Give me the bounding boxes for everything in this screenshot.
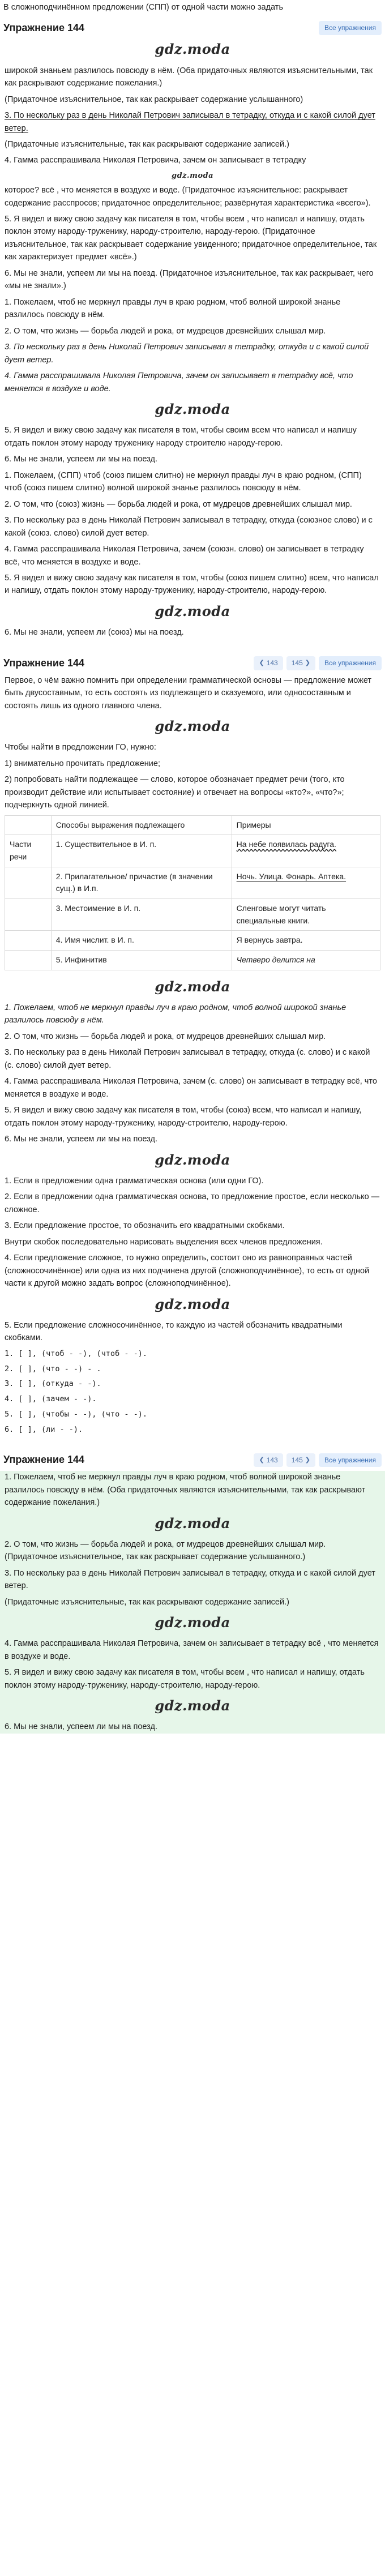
text-line: которое? всё , что меняется в воздухе и воде. (Придаточное изъяснительное: раскрывает содержание расспросов; придаточное определительное; развёрнутая характеристика «всего»). <box>5 186 371 208</box>
all-exercises-button[interactable]: Все упражнения <box>319 1453 382 1467</box>
text-line: 2. О том, что жизнь — борьба людей и рока, от мудрецов древнейших слышал мир. (Придаточное изъяснительное, так как раскрывает содержание услышанного.) <box>5 1539 326 1562</box>
text-line: 6. Мы не знали, успеем ли мы на поезд. <box>5 1722 157 1732</box>
prev-exercise-button[interactable] <box>254 656 283 670</box>
table-cell <box>5 931 52 951</box>
watermark: gdz.moda <box>155 1295 230 1312</box>
table-cell <box>5 951 52 970</box>
chevron-left-icon: ❮ <box>259 1456 264 1464</box>
text-line: 3. По нескольку раз в день Николай Петрович записывал в тетрадку, откуда и с какой силой дует ветер. <box>5 1568 375 1591</box>
text-line: 4. Гамма расспрашивала Николая Петровича, зачем (союзн. слово) он записывает в тетрадку всё, что меняется в воздухе и воде. <box>5 545 364 567</box>
table-header-row <box>5 815 380 835</box>
text-line: 4. Если предложение сложное, то нужно определить, состоит оно из равноправных частей (сложносочинённое) или одна из них подчинена другой (сложноподчинённое), то есть от одной части к другой можно задать вопрос (сложноподчинённое). <box>5 1253 370 1289</box>
table-row <box>5 931 380 951</box>
table-cell: На небе появилась радуга. <box>232 835 380 867</box>
table-cell <box>5 898 52 930</box>
table-cell: 4. Имя числит. в И. п. <box>51 931 232 951</box>
text-line: 2. О том, что жизнь — борьба людей и рока, от мудрецов древнейших слышал мир. <box>5 326 326 336</box>
text-line: 1) внимательно прочитать предложение; <box>5 759 160 768</box>
exercise-title: Упражнение 144 <box>3 657 85 669</box>
exercise-title: Упражнение 144 <box>3 1454 85 1466</box>
table-cell: Четверо делится на <box>232 951 380 970</box>
solution-section-1 <box>0 0 385 653</box>
watermark: gdz.moda <box>155 401 230 418</box>
scheme-line: 3. [ ], (откуда - -). <box>5 1379 101 1389</box>
table-row <box>5 951 380 970</box>
table-cell: Я вернусь завтра. <box>232 931 380 951</box>
scheme-line: 6. [ ], (ли - -). <box>5 1425 83 1435</box>
table-cell: 5. Инфинитив <box>51 951 232 970</box>
prev-exercise-label: 143 <box>266 1456 278 1464</box>
text-line: 2. О том, что жизнь — борьба людей и рока, от мудрецов древнейших слышал мир. <box>5 1032 326 1041</box>
text-line: 5. Я видел и вижу свою задачу как писателя в том, чтобы (союз пишем слитно) всем, что написал и напишу, отдать поклон этому народу-труженику, народу-строителю, народу-герою. <box>5 573 379 596</box>
exercise-header <box>0 17 385 38</box>
text-line: 6. Мы не знали, успеем ли (союз) мы на поезд. <box>5 628 184 637</box>
table-cell: Части речи <box>5 835 52 867</box>
subject-table <box>5 815 380 970</box>
next-exercise-label: 145 <box>291 659 303 667</box>
solution-body <box>0 674 385 1436</box>
text-line: 5. Я видел и вижу свою задачу как писателя в том, чтобы своим всем что написал и напишу отдать поклон этому народу труженику народу строителю народу-герою. <box>5 426 357 448</box>
text-line: 6. Мы не знали, успеем ли мы на поезд. <box>5 1135 157 1144</box>
text-line: 2. Если в предложении одна грамматическая основа, то предложение простое, если несколько — сложное. <box>5 1192 380 1214</box>
text-line: 5. Я видел и вижу свою задачу как писателя в том, чтобы всем , что написал и напишу, отдать поклон этому народу-труженику, народу-строителю, народу-герою. (Придаточное изъяснительное, так как раскрывает содержание увиденного; придаточное определительное, так как характеризует предмет «всё».) <box>5 215 377 262</box>
next-exercise-label: 145 <box>291 1456 303 1464</box>
all-exercises-button[interactable]: Все упражнения <box>319 21 382 35</box>
table-header-cell: Примеры <box>232 815 380 835</box>
text-line: 2) попробовать найти подлежащее — слово, которое обозначает предмет речи (того, кто производит действие или испытывает состояние) и отвечает на вопросы «кто?», «что?»; подчеркнуть одной линией. <box>5 775 345 810</box>
exercise-title: Упражнение 144 <box>3 22 85 33</box>
table-cell <box>5 867 52 898</box>
solution-body <box>0 38 385 639</box>
text-line: 1. Пожелаем, чтоб не меркнул правды луч в краю родном, чтоб волной широкой знанье разлилось повсюду в нём. <box>5 1003 346 1025</box>
prev-exercise-button[interactable] <box>254 1453 283 1467</box>
chevron-right-icon: ❯ <box>305 660 310 667</box>
next-exercise-button[interactable] <box>286 1453 315 1467</box>
text-line: Внутри скобок последовательно нарисовать выделения всех членов предложения. <box>5 1237 323 1247</box>
watermark: gdz.moda <box>155 1697 230 1714</box>
text-line: Чтобы найти в предложении ГО, нужно: <box>5 743 156 752</box>
text-line: 5. Я видел и вижу свою задачу как писателя в том, чтобы всем , что написал и напишу, отдать поклон этому народу-труженику, народу-строителю, народу-герою. <box>5 1668 365 1690</box>
watermark: gdz.moda <box>155 1514 230 1531</box>
exercise-header <box>0 653 385 674</box>
text-line: 4. Гамма расспрашивала Николая Петровича, зачем он записывает в тетрадку всё , что меняется в воздухе и воде. <box>5 1639 379 1661</box>
text-line: 1. Если в предложении одна грамматическая основа (или одни ГО). <box>5 1176 264 1186</box>
text-line: 3. По нескольку раз в день Николай Петрович записывал в тетрадку, откуда и с какой силой дует ветер. <box>5 343 369 365</box>
solution-body <box>0 1471 385 1734</box>
watermark: gdz.moda <box>155 717 230 734</box>
watermark: gdz.moda <box>155 1614 230 1631</box>
text-line: 3. По нескольку раз в день Николай Петрович записывал в тетрадку, откуда (с. слово) и с какой (с. слово) силой дует ветер. <box>5 1048 370 1070</box>
text-line: 4. Гамма расспрашивала Николая Петровича, зачем он записывает в тетрадку всё, что меняется в воздухе и воде. <box>5 371 353 393</box>
table-cell: Ночь. Улица. Фонарь. Аптека. <box>232 867 380 898</box>
watermark: gdz.moda <box>155 41 230 58</box>
scheme-line: 2. [ ], (что - -) - . <box>5 1364 101 1373</box>
watermark: gdz.moda <box>155 978 230 995</box>
watermark: gdz.moda <box>155 1151 230 1168</box>
exercise-header <box>0 1449 385 1471</box>
table-row <box>5 867 380 898</box>
table-row <box>5 835 380 867</box>
chevron-left-icon: ❮ <box>259 660 264 667</box>
text-line: 1. Пожелаем, чтоб не меркнул правды луч в краю родном, чтоб волной широкой знанье разлилось повсюду в нём. <box>5 297 341 320</box>
text-line: (Придаточное изъяснительное, так как раскрывает содержание услышанного) <box>5 95 303 104</box>
chevron-right-icon: ❯ <box>305 1456 310 1464</box>
all-exercises-button[interactable]: Все упражнения <box>319 656 382 670</box>
pagination <box>254 656 382 670</box>
intro-line: В сложноподчинённом предложении (СПП) от одной части можно задать <box>3 3 283 12</box>
solution-section-2 <box>0 653 385 1450</box>
table-cell: 1. Существительное в И. п. <box>51 835 232 867</box>
text-line: 5. Я видел и вижу свою задачу как писателя в том, чтобы (союз) всем, что написал и напишу, отдать поклон этому народу-труженику, народу-строителю, народу-герою. <box>5 1106 362 1128</box>
table-cell: 2. Прилагательное/ причастие (в значении сущ.) в И.п. <box>51 867 232 898</box>
text-line: 4. Гамма расспрашивала Николая Петровича, зачем (с. слово) он записывает в тетрадку всё, что меняется в воздухе и воде. <box>5 1077 377 1099</box>
scheme-line: 1. [ ], (чтоб - -), (чтоб - -). <box>5 1349 147 1358</box>
table-cell: 3. Местоимение в И. п. <box>51 898 232 930</box>
scheme-line: 5. [ ], (чтобы - -), (что - -). <box>5 1410 147 1419</box>
text-line: 6. Мы не знали, успеем ли мы на поезд. <box>5 455 157 464</box>
text-line: 6. Мы не знали, успеем ли мы на поезд. (Придаточное изъяснительное, так как раскрывает, чего «мы не знали».) <box>5 268 374 291</box>
text-line: 1. Пожелаем, чтоб не меркнул правды луч в краю родном, чтоб волной широкой знанье разлилось повсюду в нём. (Оба придаточных являются изъяснительными, так как раскрывают содержание пожелания.) <box>5 1473 366 1508</box>
table-cell: Сленговые могут читать специальные книги. <box>232 898 380 930</box>
text-line: 3. По нескольку раз в день Николай Петрович записывал в тетрадку, откуда и с какой силой дует ветер. <box>5 111 375 133</box>
text-line: широкой знаньем разлилось повсюду в нём. (Оба придаточных являются изъяснительными, так как раскрывают содержание пожелания.) <box>5 66 373 88</box>
scheme-line: 4. [ ], (зачем - -). <box>5 1394 97 1404</box>
table-row <box>5 898 380 930</box>
watermark: gdz.moda <box>155 602 230 619</box>
pagination <box>254 1453 382 1467</box>
prev-exercise-label: 143 <box>266 659 278 667</box>
table-header-cell: Способы выражения подлежащего <box>51 815 232 835</box>
text-line: 2. О том, что (союз) жизнь — борьба людей и рока, от мудрецов древнейших слышал мир. <box>5 499 352 509</box>
text-line: 4. Гамма расспрашивала Николая Петровича, зачем он записывает в тетрадку <box>5 156 306 165</box>
text-line: (Придаточные изъяснительные, так как раскрывают содержание записей.) <box>5 140 289 149</box>
text-line: (Придаточные изъяснительные, так как раскрывают содержание записей.) <box>5 1597 289 1607</box>
text-line: 1. Пожелаем, (СПП) чтоб (союз пишем слитно) не меркнул правды луч в краю родном, (СПП) чтоб (союз пишем слитно) волной широкой знанье разлилось повсюду в нём. <box>5 470 362 493</box>
text-line: 3. Если предложение простое, то обозначить его квадратными скобками. <box>5 1221 285 1231</box>
watermark: gdz.moda <box>171 171 214 180</box>
text-line: 5. Если предложение сложносочинённое, то каждую из частей обозначить квадратными скобками. <box>5 1320 343 1343</box>
text-line: Первое, о чём важно помнить при определении грамматической основы — предложение может быть двусоставным, то есть состоять из подлежащего и сказуемого, или односоставным и состоять лишь из одного главного члена. <box>5 675 372 711</box>
solution-section-3 <box>0 1449 385 1747</box>
table-header-cell <box>5 815 52 835</box>
text-line: 3. По нескольку раз в день Николай Петрович записывал в тетрадку, откуда (союзное слово) и с какой (союз. слово) силой дует ветер. <box>5 516 373 538</box>
next-exercise-button[interactable] <box>286 656 315 670</box>
